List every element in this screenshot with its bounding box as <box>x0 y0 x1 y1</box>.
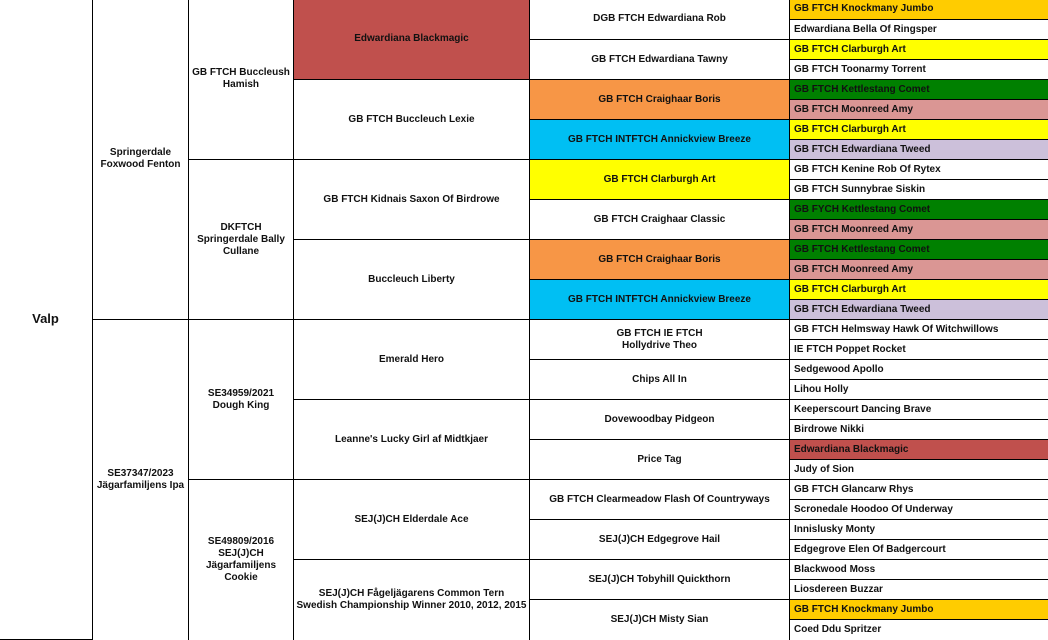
great-grandparent-7 <box>293 479 530 560</box>
gen5-ancestor-32 <box>789 619 1048 640</box>
gen5-ancestor-name: IE FTCH Poppet Rocket <box>794 343 906 355</box>
gen4-ancestor-3 <box>529 79 790 120</box>
gen5-ancestor-6 <box>789 99 1048 120</box>
gen5-ancestor-name: Lihou Holly <box>794 383 849 395</box>
gen5-ancestor-name: Judy of Sion <box>794 463 854 475</box>
gen4-ancestor-6 <box>529 199 790 240</box>
gen5-ancestor-28 <box>789 539 1048 560</box>
gen4-ancestor-name: Price Tag <box>637 453 682 465</box>
gen5-ancestor-name: GB FTCH Clarburgh Art <box>794 43 906 55</box>
great-grandparent-1 <box>293 0 530 80</box>
gen4-ancestor-1 <box>529 0 790 40</box>
gen5-ancestor-19 <box>789 359 1048 380</box>
gen5-ancestor-name: GB FTCH Clarburgh Art <box>794 123 906 135</box>
gen5-ancestor-22 <box>789 419 1048 440</box>
gen5-ancestor-name: GB FTCH Clarburgh Art <box>794 283 906 295</box>
gen5-ancestor-11 <box>789 199 1048 220</box>
gen5-ancestor-name: Liosdereen Buzzar <box>794 583 883 595</box>
gen5-ancestor-name: Edgegrove Elen Of Badgercourt <box>794 543 946 555</box>
gen5-ancestor-name: GB FTCH Sunnybrae Siskin <box>794 183 926 195</box>
gen4-ancestor-name: GB FTCH Craighaar Boris <box>598 93 721 105</box>
grandparent-name: SE34959/2021 Dough King <box>207 387 275 411</box>
grandparent-1 <box>188 0 294 160</box>
gen5-ancestor-name: GB FTCH Glancarw Rhys <box>794 483 914 495</box>
gen4-ancestor-name: GB FTCH Edwardiana Tawny <box>591 53 728 65</box>
gen5-ancestor-3 <box>789 39 1048 60</box>
gen5-ancestor-4 <box>789 59 1048 80</box>
root-name: Valp <box>32 311 59 326</box>
gen5-ancestor-17 <box>789 319 1048 340</box>
gen5-ancestor-name: GB FTCH Helmsway Hawk Of Witchwillows <box>794 323 999 335</box>
gen5-ancestor-name: GB FTCH Knockmany Jumbo <box>794 3 934 14</box>
gen5-ancestor-9 <box>789 159 1048 180</box>
parent-1 <box>92 0 189 320</box>
gen5-ancestor-31 <box>789 599 1048 620</box>
great-grandparent-8 <box>293 559 530 640</box>
gen5-ancestor-name: Edwardiana Bella Of Ringsper <box>794 23 937 35</box>
gen5-ancestor-25 <box>789 479 1048 500</box>
gen4-ancestor-name: DGB FTCH Edwardiana Rob <box>593 13 726 24</box>
gen5-ancestor-29 <box>789 559 1048 580</box>
parent-2 <box>92 319 189 640</box>
gen4-ancestor-10 <box>529 359 790 400</box>
gen4-ancestor-11 <box>529 399 790 440</box>
gen4-ancestor-name: GB FTCH IE FTCH Hollydrive Theo <box>616 327 703 351</box>
gen4-ancestor-14 <box>529 519 790 560</box>
parent-name: Springerdale Foxwood Fenton <box>100 147 181 170</box>
great-grandparent-name: SEJ(J)CH Elderdale Ace <box>354 513 469 525</box>
gen5-ancestor-name: GB FTCH Moonreed Amy <box>794 223 914 235</box>
gen4-ancestor-16 <box>529 599 790 640</box>
gen4-ancestor-name: GB FTCH Craighaar Classic <box>593 213 726 225</box>
grandparent-name: GB FTCH Buccleush Hamish <box>192 67 290 90</box>
grandparent-2 <box>188 159 294 320</box>
gen5-ancestor-name: Sedgewood Apollo <box>794 363 884 375</box>
gen4-ancestor-7 <box>529 239 790 280</box>
gen5-ancestor-name: GB FTCH Edwardiana Tweed <box>794 303 931 315</box>
gen4-ancestor-name: SEJ(J)CH Misty Sian <box>610 614 709 625</box>
gen5-ancestor-name: GB FTCH Moonreed Amy <box>794 263 914 275</box>
grandparent-3 <box>188 319 294 480</box>
gen5-ancestor-23 <box>789 439 1048 460</box>
gen4-ancestor-5 <box>529 159 790 200</box>
great-grandparent-name: Edwardiana Blackmagic <box>354 33 469 44</box>
gen5-ancestor-name: Innislusky Monty <box>794 523 876 535</box>
gen5-ancestor-name: Keeperscourt Dancing Brave <box>794 403 932 415</box>
gen4-ancestor-name: SEJ(J)CH Tobyhill Quickthorn <box>588 573 731 585</box>
gen4-ancestor-name: GB FTCH Clearmeadow Flash Of Countryways <box>549 493 770 505</box>
great-grandparent-5 <box>293 319 530 400</box>
gen5-ancestor-name: GB FTCH Kettlestang Comet <box>794 83 930 95</box>
great-grandparent-6 <box>293 399 530 480</box>
gen5-ancestor-13 <box>789 239 1048 260</box>
gen5-ancestor-name: Edwardiana Blackmagic <box>794 443 909 455</box>
gen5-ancestor-name: Coed Ddu Spritzer <box>794 624 882 635</box>
gen4-ancestor-name: Dovewoodbay Pidgeon <box>604 413 715 425</box>
gen5-ancestor-12 <box>789 219 1048 240</box>
gen4-ancestor-4 <box>529 119 790 160</box>
gen5-ancestor-15 <box>789 279 1048 300</box>
great-grandparent-name: Emerald Hero <box>378 353 445 365</box>
great-grandparent-2 <box>293 79 530 160</box>
great-grandparent-name: Buccleuch Liberty <box>368 273 455 285</box>
gen5-ancestor-18 <box>789 339 1048 360</box>
gen5-ancestor-27 <box>789 519 1048 540</box>
gen5-ancestor-name: Blackwood Moss <box>794 563 876 575</box>
gen5-ancestor-24 <box>789 459 1048 480</box>
grandparent-4 <box>188 479 294 640</box>
grandparent-name: DKFTCH Springerdale Bally Cullane <box>197 221 285 257</box>
gen5-ancestor-name: GB FTCH Kettlestang Comet <box>794 243 930 255</box>
gen5-ancestor-20 <box>789 379 1048 400</box>
gen5-ancestor-7 <box>789 119 1048 140</box>
gen4-ancestor-2 <box>529 39 790 80</box>
great-grandparent-3 <box>293 159 530 240</box>
gen4-ancestor-12 <box>529 439 790 480</box>
gen4-ancestor-name: GB FTCH INTFTCH Annickview Breeze <box>568 293 751 305</box>
gen4-ancestor-9 <box>529 319 790 360</box>
gen5-ancestor-1 <box>789 0 1048 20</box>
grandparent-name: SE49809/2016 SEJ(J)CH Jägarfamiljens Cookie <box>205 536 277 583</box>
gen4-ancestor-name: GB FTCH INTFTCH Annickview Breeze <box>568 133 751 145</box>
gen4-ancestor-8 <box>529 279 790 320</box>
gen4-ancestor-name: GB FTCH Clarburgh Art <box>603 173 716 185</box>
gen5-ancestor-name: GB FTCH Moonreed Amy <box>794 103 914 115</box>
gen5-ancestor-name: GB FTCH Knockmany Jumbo <box>794 603 934 615</box>
root-puppy <box>0 0 93 640</box>
gen4-ancestor-13 <box>529 479 790 520</box>
great-grandparent-name: SEJ(J)CH Fågeljägarens Common Tern Swedish Championship Winner 2010, 2012, 2015 <box>296 588 527 611</box>
great-grandparent-name: GB FTCH Kidnais Saxon Of Birdrowe <box>323 193 500 205</box>
gen5-ancestor-2 <box>789 19 1048 40</box>
gen5-ancestor-name: GB FTCH Toonarmy Torrent <box>794 63 926 75</box>
gen4-ancestor-name: GB FTCH Craighaar Boris <box>598 253 721 265</box>
gen5-ancestor-name: GB FTCH Kenine Rob Of Rytex <box>794 163 941 175</box>
gen5-ancestor-name: GB FTCH Edwardiana Tweed <box>794 143 931 155</box>
gen5-ancestor-name: Birdrowe Nikki <box>794 423 865 435</box>
great-grandparent-name: GB FTCH Buccleuch Lexie <box>348 113 475 125</box>
great-grandparent-4 <box>293 239 530 320</box>
gen5-ancestor-name: GB FYCH Kettlestang Comet <box>794 203 931 215</box>
gen5-ancestor-30 <box>789 579 1048 600</box>
gen5-ancestor-26 <box>789 499 1048 520</box>
gen5-ancestor-8 <box>789 139 1048 160</box>
gen5-ancestor-10 <box>789 179 1048 200</box>
parent-name: SE37347/2023 Jägarfamiljens Ipa <box>96 468 185 491</box>
gen5-ancestor-14 <box>789 259 1048 280</box>
gen5-ancestor-21 <box>789 399 1048 420</box>
gen5-ancestor-name: Scronedale Hoodoo Of Underway <box>794 503 953 515</box>
gen4-ancestor-name: SEJ(J)CH Edgegrove Hail <box>598 533 721 545</box>
great-grandparent-name: Leanne's Lucky Girl af Midtkjaer <box>335 433 488 445</box>
gen4-ancestor-name: Chips All In <box>632 373 687 385</box>
gen4-ancestor-15 <box>529 559 790 600</box>
gen5-ancestor-5 <box>789 79 1048 100</box>
gen5-ancestor-16 <box>789 299 1048 320</box>
